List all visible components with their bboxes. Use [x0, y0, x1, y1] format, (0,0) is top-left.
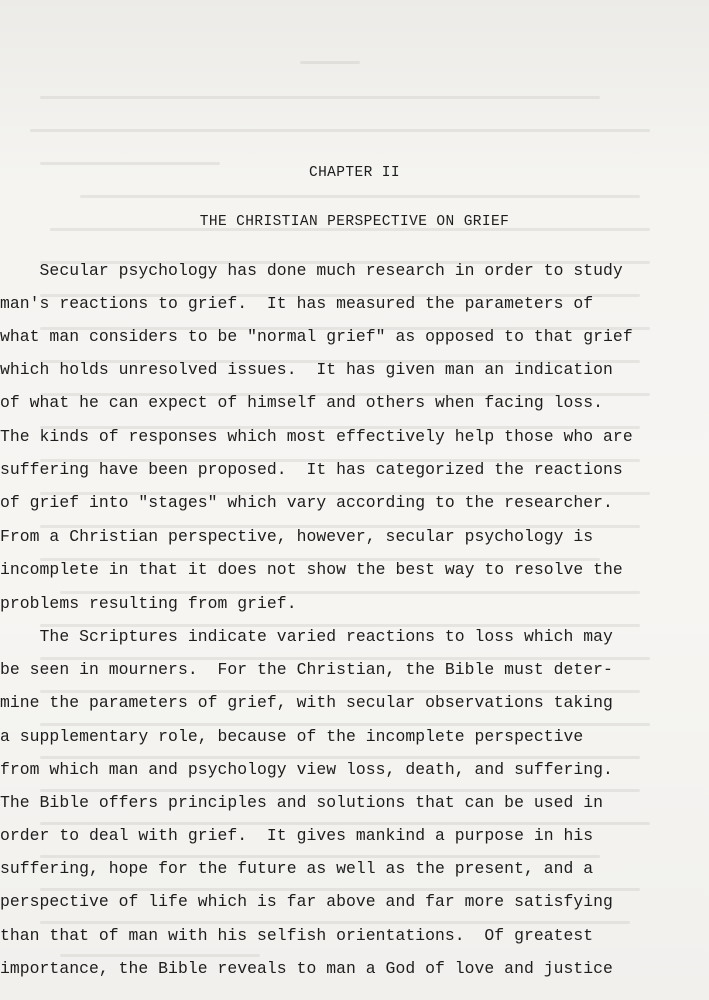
body-line: from which man and psychology view loss, death, and suffering.: [0, 760, 613, 779]
body-line: importance, the Bible reveals to man a God of love and justice: [0, 959, 613, 978]
body-line: The Scriptures indicate varied reactions to loss which may: [0, 627, 613, 646]
body-line: than that of man with his selfish orientations. Of greatest: [0, 926, 594, 945]
bleed-through-line: [0, 189, 709, 203]
chapter-number: CHAPTER II: [308, 165, 400, 181]
body-line: The kinds of responses which most effectively help those who are: [0, 427, 633, 446]
body-line: suffering, hope for the future as well as the present, and a: [0, 859, 594, 878]
body-line: be seen in mourners. For the Christian, the Bible must deter-: [0, 660, 613, 679]
bleed-through-line: [0, 90, 709, 104]
bleed-through-line: [0, 55, 709, 69]
body-line: Secular psychology has done much research in order to study: [0, 261, 623, 280]
chapter-title: THE CHRISTIAN PERSPECTIVE ON GRIEF: [199, 214, 510, 230]
body-line: of what he can expect of himself and others when facing loss.: [0, 393, 604, 412]
body-line: From a Christian perspective, however, secular psychology is: [0, 527, 594, 546]
bleed-through-line: [0, 123, 709, 137]
body-line: perspective of life which is far above and far more satisfying: [0, 892, 613, 911]
body-line: suffering have been proposed. It has categorized the reactions: [0, 460, 623, 479]
body-line: incomplete in that it does not show the best way to resolve the: [0, 560, 623, 579]
body-line: which holds unresolved issues. It has given man an indication: [0, 360, 613, 379]
body-line: order to deal with grief. It gives mankind a purpose in his: [0, 826, 594, 845]
body-line: of grief into "stages" which vary according to the researcher.: [0, 493, 613, 512]
body-line: what man considers to be "normal grief" as opposed to that grief: [0, 327, 633, 346]
body-line: The Bible offers principles and solutions that can be used in: [0, 793, 604, 812]
body-line: a supplementary role, because of the incomplete perspective: [0, 727, 584, 746]
body-line: mine the parameters of grief, with secular observations taking: [0, 693, 613, 712]
body-line: man's reactions to grief. It has measured the parameters of: [0, 294, 594, 313]
body-line: problems resulting from grief.: [0, 594, 297, 613]
